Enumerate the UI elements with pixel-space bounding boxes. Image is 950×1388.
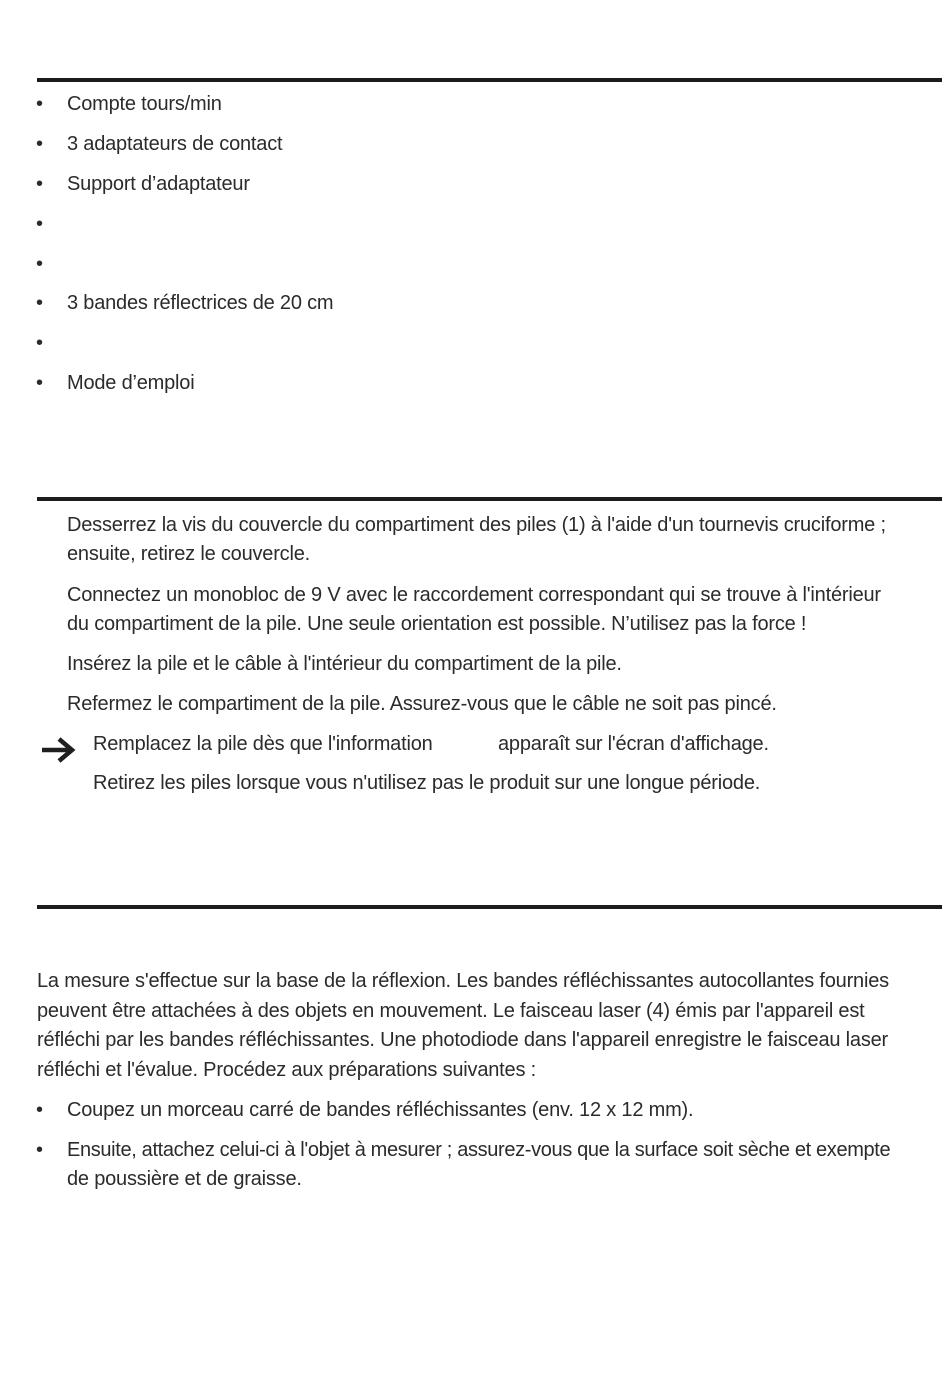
list-bullet: • — [36, 292, 44, 314]
preparation-bullet-1: Coupez un morceau carré de bandes réfléchissantes (env. 12 x 12 mm). — [67, 1099, 694, 1121]
section-divider-contents — [37, 78, 942, 82]
list-item: 3 bandes réflectrices de 20 cm — [67, 292, 334, 314]
list-bullet: • — [36, 1139, 44, 1161]
list-item: 3 adaptateurs de contact — [67, 133, 283, 155]
section-divider-preparation — [37, 905, 942, 909]
list-bullet: • — [36, 173, 44, 195]
list-item: Compte tours/min — [67, 93, 222, 115]
list-bullet: • — [36, 213, 44, 235]
list-bullet: • — [36, 332, 44, 354]
battery-step-1-line-2: ensuite, retirez le couvercle. — [67, 543, 311, 565]
list-bullet: • — [36, 1099, 44, 1121]
list-bullet: • — [36, 372, 44, 394]
battery-note-line-2: Retirez les piles lorsque vous n'utilisez pas le produit sur une longue période. — [93, 772, 761, 794]
list-bullet: • — [36, 93, 44, 115]
preparation-paragraph: La mesure s'effectue sur la base de la réflexion. Les bandes réfléchissantes autocollantes fournies peuvent être attachées à des objets en mouvement. Le faisceau laser (4) émis par l'appareil est réfléchi par les bandes réfléchissantes. Une photodiode dans l'appareil enregistre le faisceau laser réfléchi et l'évalue. Procédez aux préparations suivantes : — [37, 970, 889, 1081]
list-item: Mode d’emploi — [67, 372, 195, 394]
battery-step-2-line-2: du compartiment de la pile. Une seule orientation est possible. N’utilisez pas la force ! — [67, 613, 807, 635]
preparation-bullet-2-line-1: Ensuite, attachez celui-ci à l'objet à mesurer ; assurez-vous que la surface soit sèche et exempte — [67, 1139, 891, 1161]
battery-step-1-line-1: Desserrez la vis du couvercle du compartiment des piles (1) à l'aide d'un tournevis cruciforme ; — [67, 514, 886, 536]
arrow-right-icon — [42, 735, 78, 765]
list-bullet: • — [36, 133, 44, 155]
battery-step-2-line-1: Connectez un monobloc de 9 V avec le raccordement correspondant qui se trouve à l'intérieur — [67, 584, 881, 606]
battery-note-part-2: apparaît sur l'écran d'affichage. — [498, 733, 769, 755]
battery-step-3: Insérez la pile et le câble à l'intérieur du compartiment de la pile. — [67, 653, 622, 675]
preparation-bullet-2-line-2: de poussière et de graisse. — [67, 1168, 302, 1190]
list-bullet: • — [36, 253, 44, 275]
list-item: Support d’adaptateur — [67, 173, 250, 195]
battery-note-part-1: Remplacez la pile dès que l'information — [93, 733, 433, 755]
battery-step-4: Refermez le compartiment de la pile. Assurez-vous que le câble ne soit pas pincé. — [67, 693, 777, 715]
section-divider-batteries — [37, 497, 942, 501]
